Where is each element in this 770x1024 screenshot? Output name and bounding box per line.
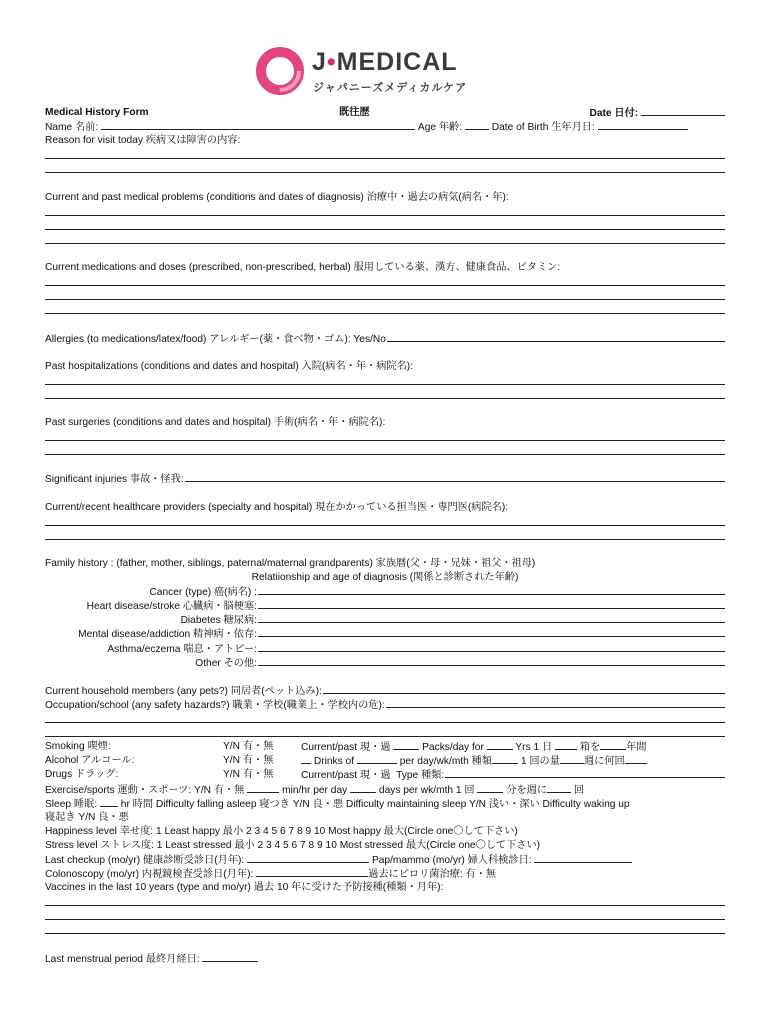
current-past-line[interactable] (45, 219, 725, 230)
dob-label: Date of Birth 生年月日: (491, 122, 595, 134)
drugs-yn[interactable]: Y/N 有・無 (223, 769, 274, 781)
date-field[interactable]: Date 日付: (589, 106, 725, 120)
occupation-line[interactable] (45, 726, 725, 737)
logo-brand: J•MEDICAL (312, 48, 458, 76)
logo (255, 46, 475, 102)
hospitalizations-label: Past hospitalizations (conditions and dates and hospital) 入院(病名・年・病院名): (45, 360, 414, 372)
medications-label: Current medications and doses (prescribed, non-prescribed, herbal) 服用している薬、漢方、健康食品、ビタミン: (45, 262, 561, 274)
alcohol-row (45, 754, 725, 768)
medications-line[interactable] (45, 303, 725, 314)
providers-line[interactable] (45, 515, 725, 526)
injuries-label: Significant injuries 事故・怪我: (45, 474, 184, 486)
current-past-line[interactable] (45, 205, 725, 216)
surgeries-line[interactable] (45, 430, 725, 441)
smoking-label: Smoking 喫煙: (45, 741, 111, 753)
name-label: Name 名前: (45, 122, 99, 134)
form-title: Medical History Form (45, 107, 149, 118)
hospitalizations-line[interactable] (45, 388, 725, 399)
surgeries-label: Past surgeries (conditions and dates and hospital) 手術(病名・年・病院名): (45, 417, 386, 429)
checkup-row[interactable]: Last checkup (mo/yr) 健康診断受診日(月年): Pap/mammo (mo/yr) 婦人科検診日: (45, 853, 725, 867)
occupation-line[interactable] (45, 712, 725, 723)
alcohol-label: Alcohol アルコール: (45, 755, 135, 767)
exercise-row[interactable]: Exercise/sports 運動・スポーツ: Y/N 有・無 min/hr per day days per wk/mth 1 回 分を週に 回 (45, 784, 585, 796)
colonoscopy-row[interactable]: Colonoscopy (mo/yr) 内視鏡検査受診日(月年): 過去にピロリ菌治療: 有・無 (45, 869, 497, 881)
alcohol-yn[interactable]: Y/N 有・無 (223, 755, 274, 767)
injuries-row[interactable] (45, 472, 725, 486)
family-heart-row[interactable]: Heart disease/stroke 心臓病・脳梗塞: (45, 599, 725, 613)
drugs-row (45, 768, 725, 782)
smoking-row (45, 740, 725, 754)
medical-history-form (45, 106, 725, 966)
vaccines-line[interactable] (45, 923, 725, 934)
providers-label: Current/recent healthcare providers (specialty and hospital) 現在かかっている担当医・専門医(病院名): (45, 501, 509, 513)
pink-ring-logo-icon (255, 46, 305, 96)
reason-line[interactable] (45, 148, 725, 159)
family-cancer-row[interactable]: Cancer (type) 癌(病名) : (45, 585, 725, 599)
current-past-label: Current and past medical problems (conditions and dates of diagnosis) 治療中・過去の病気(病名・年): (45, 191, 509, 203)
header-row (45, 106, 725, 120)
family-other-row[interactable]: Other その他: (45, 656, 725, 670)
occupation-row[interactable] (45, 698, 725, 712)
family-sub-label: Relatiionship and age of diagnosis (関係と診断された年齢) (251, 572, 519, 584)
logo-subtitle: ジャパニーズメディカルケア (313, 82, 468, 94)
smoking-detail[interactable]: Current/past 現・過 Packs/day for Yrs 1 日 箱を 年間 (301, 742, 647, 754)
household-label: Current household members (any pets?) 同居者(ペット込み): (45, 685, 322, 697)
providers-line[interactable] (45, 529, 725, 540)
vaccines-label: Vaccines in the last 10 years (type and mo/yr) 過去 10 年に受けた予防接種(種類・月年): (45, 882, 444, 894)
drugs-detail[interactable]: Current/past 現・過 Type 種類: (301, 768, 725, 782)
reason-line[interactable] (45, 162, 725, 173)
vaccines-line[interactable] (45, 909, 725, 920)
allergies-row[interactable] (45, 332, 725, 346)
family-mental-row[interactable]: Mental disease/addiction 精神病・依存: (45, 627, 725, 641)
surgeries-line[interactable] (45, 444, 725, 455)
occupation-label: Occupation/school (any safety hazards?) 職業・学校(職業上・学校内の危): (45, 699, 385, 711)
smoking-yn[interactable]: Y/N 有・無 (223, 741, 274, 753)
jp-title: 既往歴 (339, 107, 370, 118)
hospitalizations-line[interactable] (45, 374, 725, 385)
sleep-row[interactable]: Sleep 睡眠: hr 時間 Difficulty falling asleep 寝つき Y/N 良・悪 Difficulty maintaining sleep Y/N 浅い・深い Difficulty waking up (45, 798, 630, 810)
name-row (45, 120, 725, 134)
menstrual-row[interactable]: Last menstrual period 最終月経日: (45, 952, 725, 966)
name-field[interactable] (101, 120, 415, 130)
happiness-row[interactable]: Happiness level 幸せ度: 1 Least happy 最小 2 3 4 5 6 7 8 9 10 Most happy 最大(Circle one〇して下さい) (45, 825, 518, 837)
medications-line[interactable] (45, 289, 725, 300)
alcohol-detail[interactable]: Drinks of per day/wk/mth 種類 1 回の量 週に何回 (301, 754, 647, 768)
current-past-line[interactable] (45, 233, 725, 244)
family-asthma-row[interactable]: Asthma/eczema 喘息・アトピー: (45, 642, 725, 656)
vaccines-line[interactable] (45, 895, 725, 906)
stress-row[interactable]: Stress level ストレス度: 1 Least stressed 最小 2 3 4 5 6 7 8 9 10 Most stressed 最大(Circle one〇して下さい) (45, 839, 541, 851)
household-row[interactable] (45, 684, 725, 698)
medications-line[interactable] (45, 275, 725, 286)
reason-label: Reason for visit today 疾病又は障害の内容: (45, 135, 241, 147)
sleep-row-2[interactable]: 寝起き Y/N 良・悪 (45, 811, 129, 823)
drugs-label: Drugs ドラッグ: (45, 769, 119, 781)
age-label: Age 年齢: (417, 122, 463, 134)
allergies-label: Allergies (to medications/latex/food) アレルギー(薬・食べ物・ゴム): Yes/No (45, 333, 386, 345)
family-diabetes-row[interactable]: Diabetes 糖尿病: (45, 613, 725, 627)
age-field[interactable] (465, 120, 489, 130)
family-history-label: Family history : (father, mother, siblings, paternal/maternal grandparents) 家族暦(父・母・兄妹・祖父・祖母) (45, 558, 536, 569)
dob-field[interactable] (598, 120, 688, 130)
